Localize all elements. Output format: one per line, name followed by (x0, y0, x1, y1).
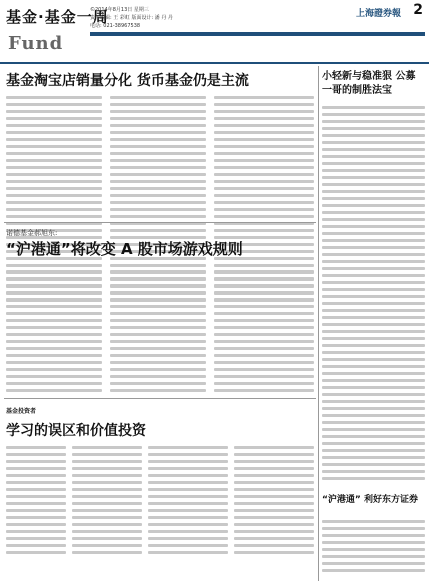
article2-column-2 (110, 270, 206, 396)
issue-date: ©2014年8月13日 星期三 (90, 7, 149, 13)
second-headline: “沪港通”将改变 A 股市场游戏规则 (6, 240, 243, 258)
section-title: 基金·基金一周 (6, 8, 109, 26)
column-divider (318, 66, 319, 581)
article2-column-3 (214, 270, 314, 396)
masthead (0, 0, 429, 64)
main-headline: 基金淘宝店销量分化 货币基金仍是主流 (6, 73, 249, 89)
article3-column-1 (6, 446, 66, 558)
fourth-headline: “沪港通” 利好东方证券 (322, 495, 418, 505)
tag-label: 基金投资者 (6, 408, 37, 415)
section-rule (4, 222, 316, 223)
kicker: 诺德基金郝旭东: (6, 229, 58, 237)
article3-column-3 (148, 446, 228, 558)
page-number: 2 (413, 2, 423, 18)
sidebar-headline: 小轻新与稳准狠 公募一哥的制胜法宝 (322, 71, 416, 96)
section-english-title: Fund (8, 33, 64, 54)
article2-column-1 (6, 270, 102, 396)
sidebar2-text (322, 520, 425, 576)
masthead-rule (90, 32, 425, 36)
article3-column-4 (234, 446, 314, 558)
third-headline: 学习的误区和价值投资 (6, 423, 146, 439)
section-rule-2 (4, 398, 316, 399)
editor-line: 责任编辑: 王 彩虹 版面设计: 潘 丹 丹 (90, 15, 173, 21)
article3-column-2 (72, 446, 142, 558)
paper-logo: 上海證券報 (355, 9, 401, 19)
sidebar-text (322, 106, 425, 484)
contact-line: 电话: 021-38967538 (90, 23, 141, 29)
